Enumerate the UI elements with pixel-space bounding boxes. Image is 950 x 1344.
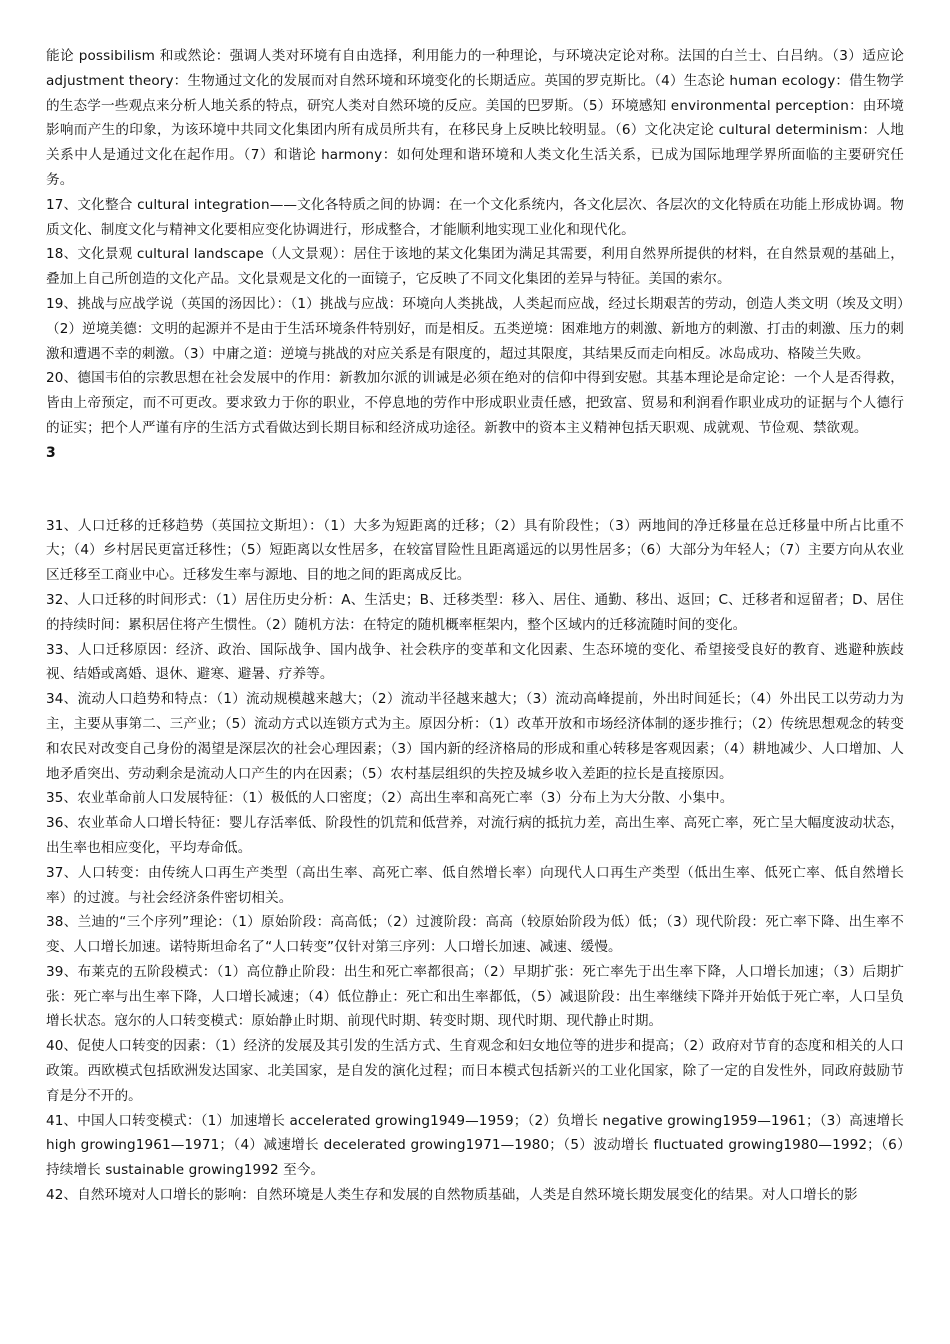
page-number: 3 (46, 444, 56, 461)
paragraph-17-cultural-integration: 17、文化整合 cultural integration——文化各特质之间的协调：在一个文化系统内，各文化层次、各层次的文化特质在功能上形成协调。物质文化、制度文化与精神文化要相应变化协调进行，形成整合，才能顺利地实现工业化和现代化。 (46, 196, 904, 238)
paragraph-20-weber-religion: 20、德国韦伯的宗教思想在社会发展中的作用：新教加尔派的训诫是必须在绝对的信仰中得到安慰。其基本理论是命定论：一个人是否得救，皆由上帝预定，而不可更改。要求致力于你的职业，不停息地的劳作中形成职业责任感，把致富、贸易和利润看作职业成功的证据与个人德行的证实；把个人严谨有序的生活方式看做达到长期目标和经济成功途径。新教中的资本主义精神包括天职观、成就观、节俭观、禁欲观。 (46, 370, 904, 436)
document-page (46, 44, 904, 1208)
paragraph-33-migration-causes: 33、人口迁移原因：经济、政治、国际战争、国内战争、社会秩序的变革和文化因素、生态环境的变化、希望接受良好的教育、逃避种族歧视、结婚或离婚、退休、避寒、避暑、疗养等。 (46, 641, 904, 683)
paragraph-35-pre-agricultural: 35、农业革命前人口发展特征：（1）极低的人口密度；（2）高出生率和高死亡率（3）分布上为大分散、小集中。 (46, 790, 734, 807)
paragraph-18-cultural-landscape: 18、文化景观 cultural landscape（人文景观）：居住于该地的某文化集团为满足其需要，利用自然界所提供的材料，在自然景观的基础上，叠加上自己所创造的文化产品。文化景观是文化的一面镜子，它反映了不同文化集团的差异与特征。美国的索尔。 (46, 246, 904, 288)
paragraph-36-agricultural-growth: 36、农业革命人口增长特征：婴儿存活率低、阶段性的饥荒和低营养，对流行病的抵抗力差，高出生率、高死亡率，死亡呈大幅度波动状态，出生率也相应变化，平均寿命低。 (46, 815, 904, 856)
paragraph-31-migration-trend: 31、人口迁移的迁移趋势（英国拉文斯坦）：（1）大多为短距离的迁移；（2）具有阶段性；（3）两地间的净迁移量在总迁移量中所占比重不大；（4）乡村居民更富迁移性；（5）短距离以女性居多，在较富冒险性且距离遥远的以男性居多；（6）大部分为年轻人；（7）主要方向从农业区迁移至工商业中心。迁移发生率与源地、目的地之间的距离成反比。 (46, 517, 904, 584)
paragraph-37-demographic-transition: 37、人口转变：由传统人口再生产类型（高出生率、高死亡率、低自然增长率）向现代人口再生产类型（低出生率、低死亡率、低自然增长率）的过渡。与社会经济条件密切相关。 (46, 864, 904, 906)
bottom-text-block (46, 514, 904, 1208)
paragraph-39-blacker-model: 39、布莱克的五阶段模式：（1）高位静止阶段：出生和死亡率都很高；（2）早期扩张：死亡率先于出生率下降，人口增长加速；（3）后期扩张：死亡率与出生率下降，人口增长减速；（4）低位静止：死亡和出生率都低，（5）减退阶段：出生率继续下降并开始低于死亡率，人口呈负增长状态。寇尔的人口转变模式：原始静止时期、前现代时期、转变时期、现代时期、现代静止时期。 (46, 963, 904, 1030)
paragraph-42-natural-environment: 42、自然环境对人口增长的影响：自然环境是人类生存和发展的自然物质基础，人类是自然环境长期发展变化的结果。对人口增长的影 (46, 1187, 858, 1204)
paragraph-possibilism: 能论 possibilism 和或然论：强调人类对环境有自由选择，利用能力的一种理论，与环境决定论对称。法国的白兰士、白吕纳。（3）适应论 adjustment theory：生物通过文化的发展而对自然环境和环境变化的长期适应。英国的罗克斯比。（4）生态论 human ecology：借生物学的生态学一些观点来分析人地关系的特点，研究人类对自然环境的反应。美国的巴罗斯。（5）环境感知 environmental perception：由环境影响而产生的印象，为该环境中共同文化集团内所有成员所共有，在移民身上反映比较明显。（6）文化决定论 cultural determinism：人地关系中人是通过文化在起作用。（7）和谐论 harmony：如何处理和谐环境和人类文化生活关系，已成为国际地理学界所面临的主要研究任务。 (46, 48, 904, 188)
paragraph-19-challenge-response: 19、挑战与应战学说（英国的汤因比）：（1）挑战与应战：环境向人类挑战，人类起而应战，经过长期艰苦的劳动，创造人类文明（埃及文明）（2）逆境美德：文明的起源并不是由于生活环境条件特别好，而是相反。五类逆境：困难地方的刺激、新地方的刺激、打击的刺激、压力的刺激和遭遇不幸的刺激。（3）中庸之道：逆境与挑战的对应关系是有限度的，超过其限度，其结果反而走向相反。冰岛成功、格陵兰失败。 (46, 295, 904, 362)
top-text-block (46, 44, 904, 441)
paragraph-41-china-transition: 41、中国人口转变模式：（1）加速增长 accelerated growing1949—1959；（2）负增长 negative growing1959—1961；（3）高速增长 high growing1961—1971；（4）减速增长 decelerated growing1971—1980；（5）波动增长 fluctuated growing1980—1992；（6）持续增长 sustainable growing1992 至今。 (46, 1112, 904, 1179)
paragraph-32-migration-time: 32、人口迁移的时间形式：（1）居住历史分析：A、生活史；B、迁移类型：移入、居住、通勤、移出、返回；C、迁移者和逗留者；D、居住的持续时间：累积居住将产生惯性。（2）随机方法：在特定的随机概率框架内，整个区域内的迁移流随时间的变化。 (46, 591, 904, 633)
paragraph-34-floating-population: 34、流动人口趋势和特点：（1）流动规模越来越大；（2）流动半径越来越大；（3）流动高峰提前，外出时间延长；（4）外出民工以劳动力为主，主要从事第二、三产业；（5）流动方式以连锁方式为主。原因分析：（1）改革开放和市场经济体制的逐步推行；（2）传统思想观念的转变和农民对改变自己身份的渴望是深层次的社会心理因素；（3）国内新的经济格局的形成和重心转移是客观因素；（4）耕地减少、人口增加、人地矛盾突出、劳动剩余是流动人口产生的内在因素；（5）农村基层组织的失控及城乡收入差距的拉长是直接原因。 (46, 691, 904, 782)
paragraph-40-transition-factors: 40、促使人口转变的因素：（1）经济的发展及其引发的生活方式、生育观念和妇女地位等的进步和提高；（2）政府对节育的态度和相关的人口政策。西欧模式包括欧洲发达国家、北美国家，是自发的演化过程；而日本模式包括新兴的工业化国家，除了一定的自发性外，同政府鼓励节育是分不开的。 (46, 1038, 904, 1104)
section-gap (46, 466, 904, 514)
paragraph-38-landry-theory: 38、兰迪的“三个序列”理论：（1）原始阶段：高高低；（2）过渡阶段：高高（较原始阶段为低）低；（3）现代阶段：死亡率下降、出生率不变、人口增长加速。诺特斯坦命名了“人口转变”仅针对第三序列：人口增长加速、减速、缓慢。 (46, 914, 904, 956)
